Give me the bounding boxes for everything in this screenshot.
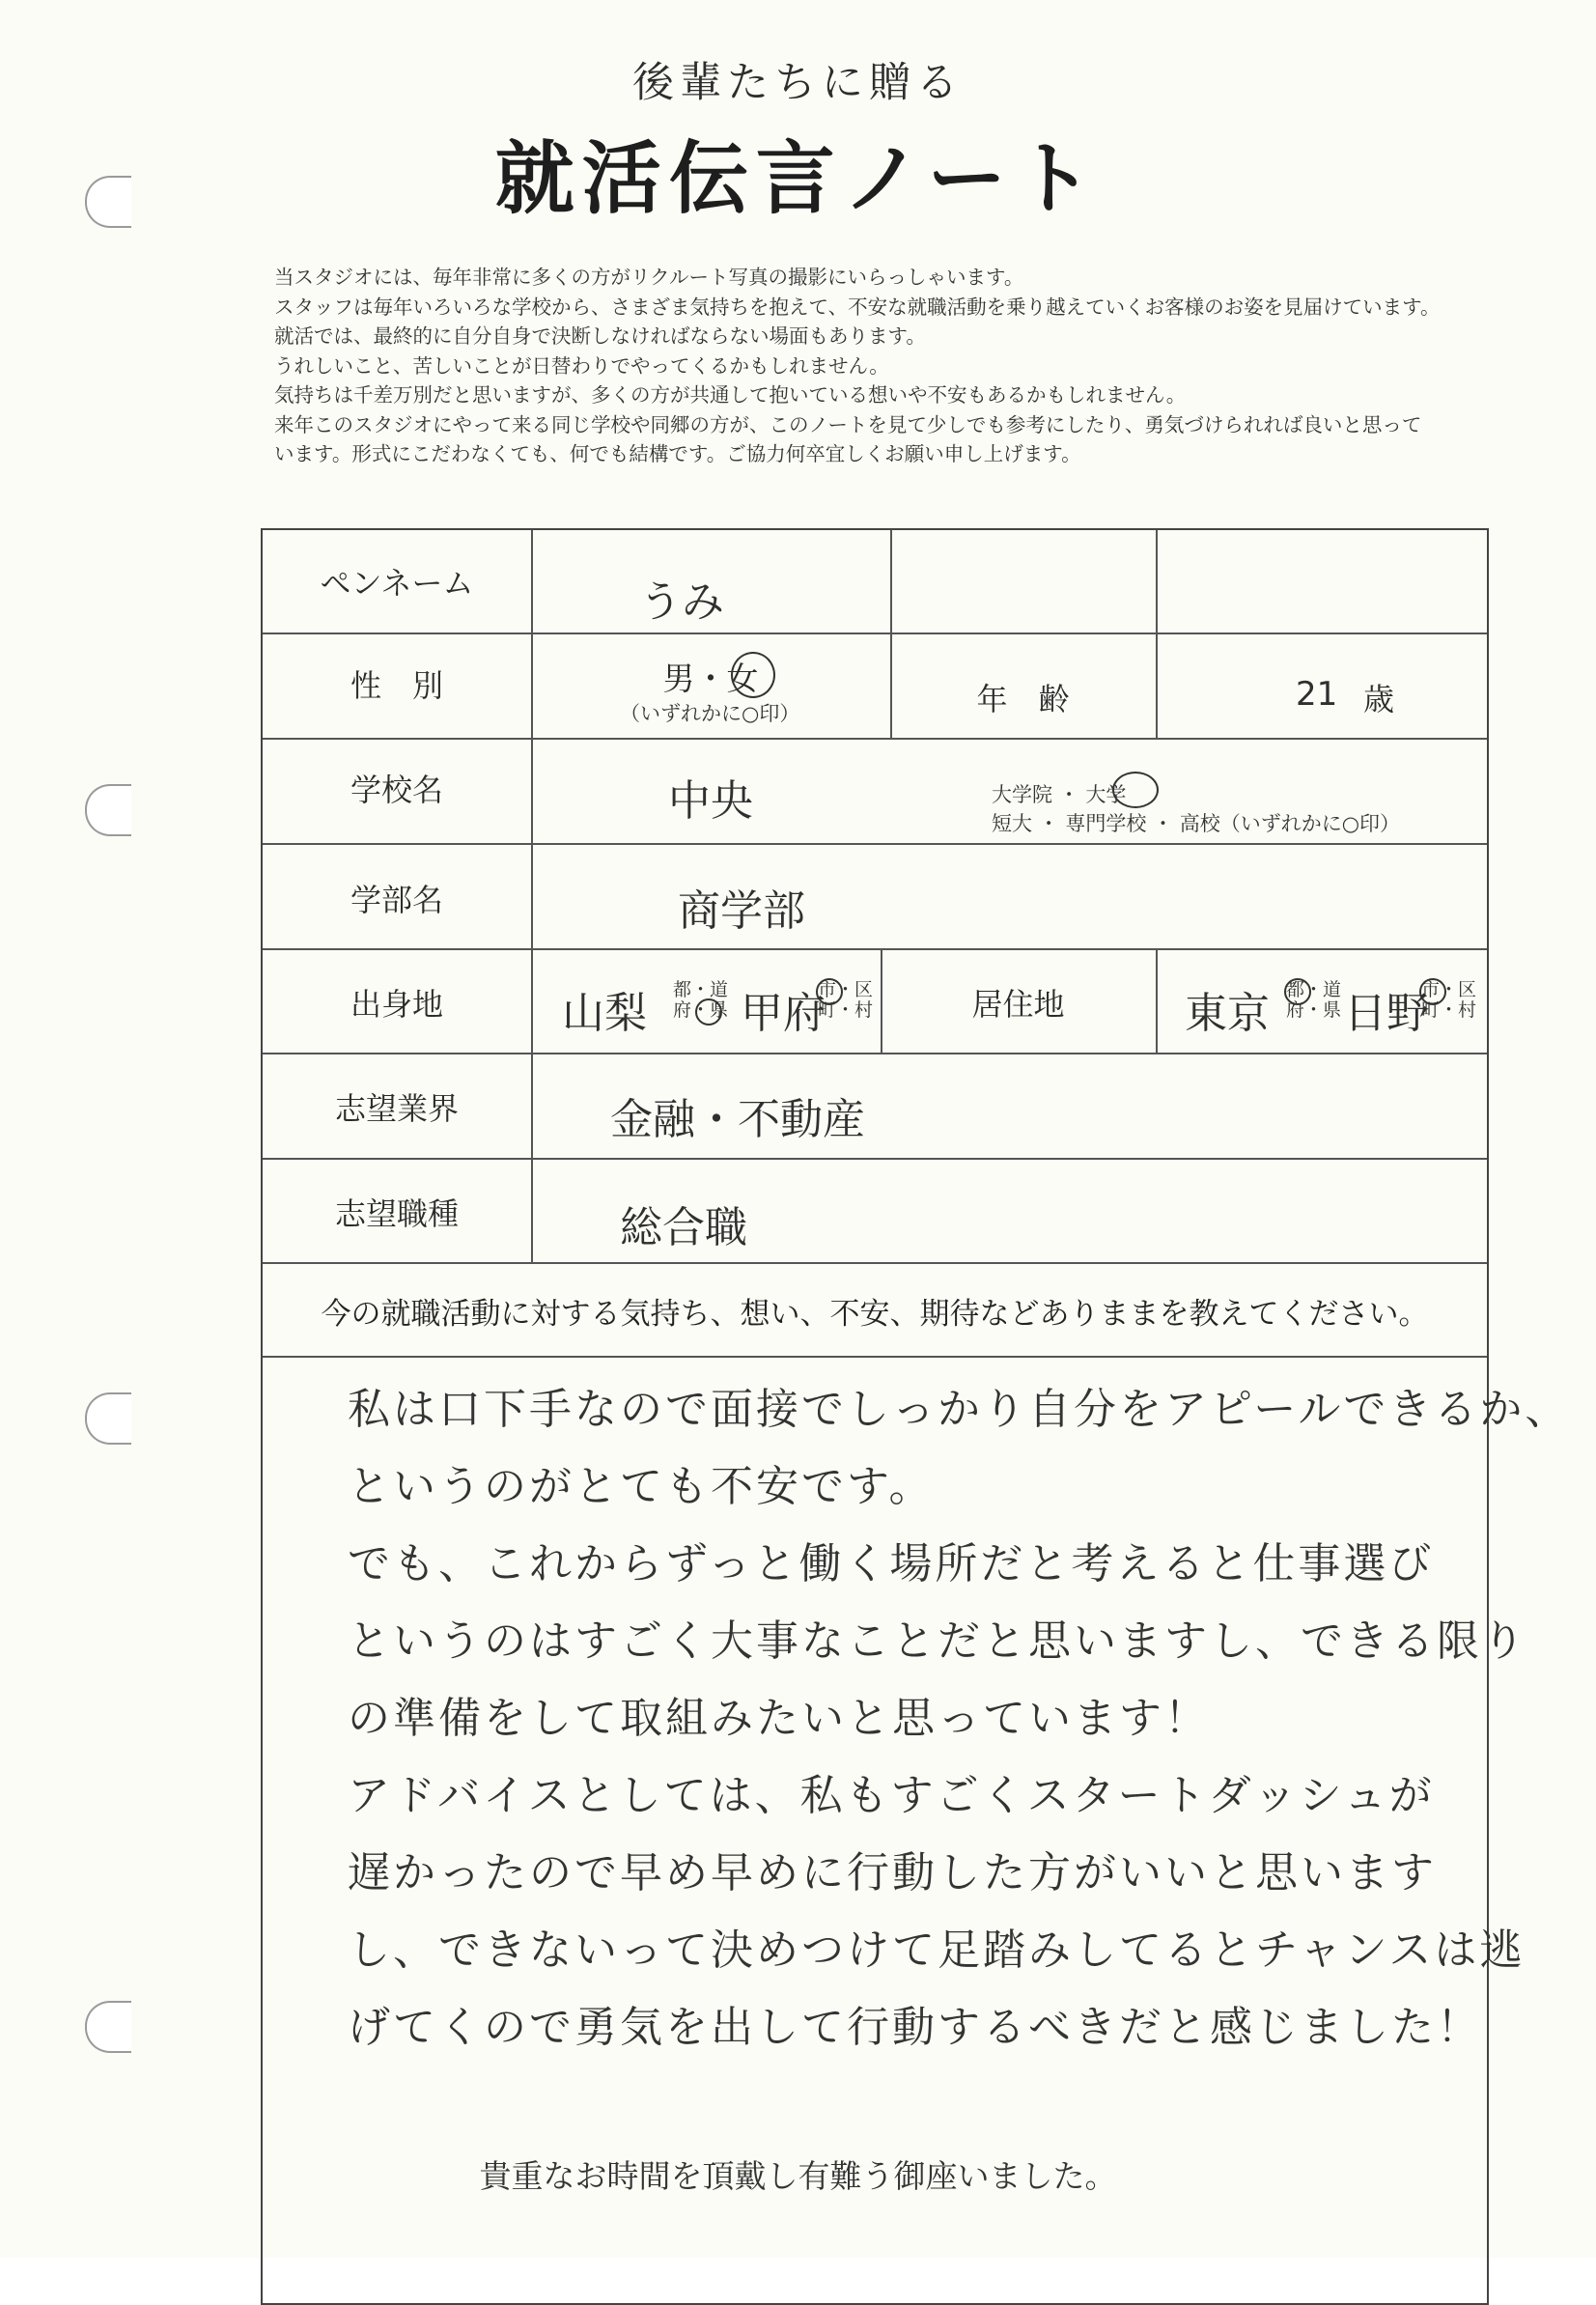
intro-paragraph [274, 263, 1568, 469]
school-type-line1: 大学院 ・ 大学 [992, 783, 1127, 806]
residence-pref-circle [1284, 978, 1311, 1005]
answer-line: 遅かったので早め早めに行動した方がいいと思います [348, 1848, 1437, 1897]
intro-line: 就活では、最終的に自分自身で決断しなければならない場面もあります。 [274, 324, 926, 348]
age-value: 21 [1296, 675, 1338, 714]
intro-line: 当スタジオには、毎年非常に多くの方がリクルート写真の撮影にいらっしゃいます。 [274, 266, 1024, 289]
industry-value: 金融・不動産 [610, 1095, 865, 1144]
job-type-label: 志望職種 [334, 1195, 459, 1232]
document-subtitle: 後輩たちに贈る [632, 59, 964, 107]
hometown-city-suffix: 市・区 町・村 [818, 979, 874, 1021]
hometown-pref-circle [695, 998, 722, 1026]
intro-line: 来年このスタジオにやって来る同じ学校や同郷の方が、このノートを見て少しでも参考にしたり、勇気づけられれば良いと思って [274, 412, 1422, 436]
answer-line: し、できないって決めつけて足踏みしてるとチャンスは逃 [348, 1926, 1526, 1975]
school-selected-circle [1112, 772, 1159, 808]
residence-prefecture: 東京 [1185, 989, 1270, 1038]
answer-line: の準備をして取組みたいと思っています！ [348, 1694, 1210, 1743]
punch-hole [85, 784, 131, 836]
pen-name-value: うみ [639, 577, 724, 627]
faculty-label: 学部名 [350, 882, 443, 918]
residence-city-suffix: 市・区 町・村 [1421, 979, 1477, 1021]
school-type-line2: 短大 ・ 専門学校 ・ 高校（いずれかに○印） [992, 812, 1401, 835]
intro-line: うれしいこと、苦しいことが日替わりでやってくるかもしれません。 [274, 353, 889, 378]
punch-hole [85, 1392, 131, 1445]
free-comment-question: 今の就職活動に対する気持ち、想い、不安、期待などありままを教えてください。 [321, 1297, 1429, 1332]
answer-line: でも、これからずっと働く場所だと考えると仕事選び [348, 1539, 1435, 1588]
industry-label: 志望業界 [334, 1090, 459, 1127]
intro-line: スタッフは毎年いろいろな学校から、さまざま気持ちを抱えて、不安な就職活動を乗り越えていくお客様のお姿を見届けています。 [274, 295, 1441, 319]
gender-selected-circle [731, 652, 775, 698]
age-label: 年 齢 [976, 681, 1070, 717]
intro-line: います。形式にこだわなくても、何でも結構です。ご協力何卒宜しくお願い申し上げます。 [274, 442, 1081, 465]
residence-label: 居住地 [971, 986, 1065, 1023]
residence-city-circle [1419, 978, 1446, 1005]
hometown-prefecture: 山梨 [562, 989, 647, 1038]
document-title: 就活伝言ノート [494, 133, 1102, 225]
school-label: 学校名 [350, 772, 443, 808]
gender-options: 男・女 [662, 660, 759, 697]
answer-line: というのはすごく大事なことだと思いますし、できる限り [348, 1616, 1527, 1666]
answer-line: 私は口下手なので面接でしっかり自分をアピールできるか、 [348, 1385, 1571, 1434]
footer-thanks: 貴重なお時間を頂戴し有難う御座いました。 [479, 2157, 1117, 2195]
faculty-value: 商学部 [678, 886, 805, 936]
hometown-city-circle [816, 978, 843, 1005]
hometown-city: 甲府 [741, 989, 826, 1038]
answer-line: げてくので勇気を出して行動するべきだと感じました！ [348, 2003, 1482, 2052]
answer-line: アドバイスとしては、私もすごくスタートダッシュが [348, 1771, 1435, 1820]
residence-city: 日野 [1344, 989, 1429, 1038]
punch-hole [85, 2001, 131, 2053]
hometown-pref-suffix: 都・道 府・県 [673, 979, 729, 1021]
free-comment-answer [348, 1371, 1571, 2066]
age-unit: 歳 [1363, 681, 1395, 717]
answer-line: というのがとても不安です。 [348, 1462, 935, 1511]
gender-hint: （いずれかに○印） [620, 702, 800, 725]
job-type-value: 総合職 [620, 1203, 747, 1252]
residence-pref-suffix: 都・道 府・県 [1286, 979, 1342, 1021]
hometown-label: 出身地 [350, 986, 443, 1023]
pen-name-label: ペンネーム [320, 565, 474, 602]
gender-label: 性 別 [350, 667, 443, 704]
intro-line: 気持ちは千差万別だと思いますが、多くの方が共通して抱いている想いや不安もあるかもしれません。 [274, 383, 1187, 407]
school-value: 中央 [668, 776, 753, 826]
